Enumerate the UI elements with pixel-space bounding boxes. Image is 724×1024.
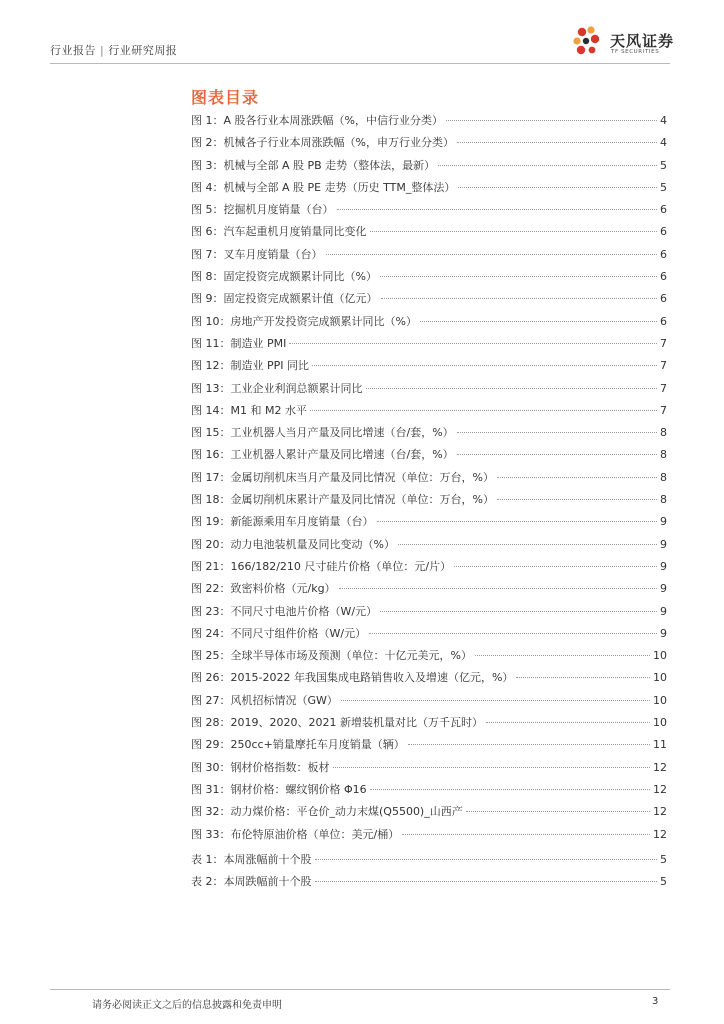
toc-entry[interactable]: [191, 357, 667, 379]
toc-entry[interactable]: [191, 469, 667, 491]
toc-entry[interactable]: [191, 223, 667, 245]
toc-entry[interactable]: [191, 179, 667, 201]
toc-entry-label[interactable]: 图 21：166/182/210 尺寸硅片价格（单位：元/片）: [191, 559, 452, 573]
toc-entry-page[interactable]: 9: [660, 626, 667, 640]
dot-leader: [466, 811, 650, 812]
dot-leader: [337, 209, 658, 210]
section-title: 图表目录: [191, 88, 260, 107]
toc-entry-page[interactable]: 9: [660, 537, 667, 551]
toc-entry-page[interactable]: 7: [660, 381, 667, 395]
toc-entry-page[interactable]: 9: [660, 604, 667, 618]
toc-entry-label[interactable]: 图 17：金属切削机床当月产量及同比情况（单位：万台，%）: [191, 470, 494, 484]
toc-entry-label[interactable]: 图 24：不同尺寸组件价格（W/元）: [191, 626, 367, 640]
toc-entry-page[interactable]: 6: [660, 292, 667, 306]
toc-entry-page[interactable]: 12: [653, 782, 667, 796]
toc-entry[interactable]: [191, 851, 667, 873]
toc-entry-label[interactable]: 图 6：汽车起重机月度销量同比变化: [191, 225, 367, 239]
dot-leader: [398, 544, 657, 545]
dot-leader: [370, 789, 650, 790]
dot-leader: [366, 388, 658, 389]
toc-entry-page[interactable]: 6: [660, 203, 667, 217]
dot-leader: [310, 410, 657, 411]
toc-entry-label[interactable]: 图 7：叉车月度销量（台）: [191, 247, 323, 261]
toc-entry-label[interactable]: 图 28：2019、2020、2021 新增装机量对比（万千瓦时）: [191, 716, 483, 730]
toc-entry[interactable]: [191, 335, 667, 357]
toc-entry-label[interactable]: 图 9：固定投资完成额累计值（亿元）: [191, 292, 378, 306]
figure-toc: [191, 112, 667, 848]
dot-leader: [380, 611, 657, 612]
toc-entry-page[interactable]: 8: [660, 470, 667, 484]
toc-entry[interactable]: [191, 803, 667, 825]
toc-entry-label[interactable]: 图 31：钢材价格：螺纹钢价格 Φ16: [191, 782, 367, 796]
toc-entry-label[interactable]: 图 19：新能源乘用车月度销量（台）: [191, 515, 374, 529]
dot-leader: [458, 187, 657, 188]
dot-leader: [333, 767, 651, 768]
toc-entry-label[interactable]: 图 22：致密料价格（元/kg）: [191, 582, 336, 596]
toc-entry[interactable]: [191, 290, 667, 312]
toc-entry-label[interactable]: 图 13：工业企业利润总额累计同比: [191, 381, 363, 395]
dot-leader: [457, 432, 657, 433]
toc-entry-label[interactable]: 图 29：250cc+销量摩托车月度销量（辆）: [191, 738, 405, 752]
toc-entry[interactable]: [191, 826, 667, 848]
toc-entry[interactable]: [191, 714, 667, 736]
toc-entry-label[interactable]: 图 26：2015-2022 年我国集成电路销售收入及增速（亿元，%）: [191, 671, 514, 685]
toc-entry-page[interactable]: 6: [660, 247, 667, 261]
toc-entry[interactable]: [191, 268, 667, 290]
toc-entry[interactable]: [191, 647, 667, 669]
toc-entry-label[interactable]: 图 5：挖掘机月度销量（台）: [191, 203, 334, 217]
dot-leader: [486, 722, 650, 723]
flower-logo-icon: [568, 22, 606, 60]
toc-entry-page[interactable]: 6: [660, 225, 667, 239]
header-separator: |: [100, 44, 105, 57]
toc-entry-label[interactable]: 图 10：房地产开发投资完成额累计同比（%）: [191, 314, 417, 328]
toc-entry-page[interactable]: 7: [660, 359, 667, 373]
toc-entry-label[interactable]: 图 12：制造业 PPI 同比: [191, 359, 309, 373]
report-subtype: 行业研究周报: [108, 44, 178, 57]
dot-leader: [516, 677, 650, 678]
toc-entry-label[interactable]: 图 18：金属切削机床累计产量及同比情况（单位：万台，%）: [191, 493, 494, 507]
dot-leader: [446, 120, 657, 121]
toc-entry-page[interactable]: 12: [653, 760, 667, 774]
brand-logo: [568, 22, 678, 60]
toc-entry-page[interactable]: 10: [653, 671, 667, 685]
toc-entry[interactable]: [191, 692, 667, 714]
report-category: [50, 42, 177, 58]
toc-entry[interactable]: [191, 380, 667, 402]
toc-entry[interactable]: [191, 402, 667, 424]
toc-entry[interactable]: [191, 736, 667, 758]
toc-entry-label[interactable]: 图 14：M1 和 M2 水平: [191, 403, 307, 417]
toc-entry[interactable]: [191, 246, 667, 268]
toc-entry-label[interactable]: 图 30：钢材价格指数：板材: [191, 760, 330, 774]
report-type: 行业报告: [50, 44, 96, 57]
toc-entry-page[interactable]: 4: [660, 136, 667, 150]
toc-entry[interactable]: [191, 781, 667, 803]
toc-entry-page[interactable]: 6: [660, 270, 667, 284]
toc-entry[interactable]: [191, 873, 667, 895]
toc-entry[interactable]: [191, 536, 667, 558]
dot-leader: [341, 700, 650, 701]
toc-entry[interactable]: [191, 134, 667, 156]
toc-entry-page[interactable]: 9: [660, 582, 667, 596]
toc-entry-label[interactable]: 表 1：本周涨幅前十个股: [191, 853, 312, 866]
toc-entry-page[interactable]: 9: [660, 559, 667, 573]
dot-leader: [315, 881, 658, 882]
dot-leader: [377, 521, 658, 522]
toc-entry-page[interactable]: 6: [660, 314, 667, 328]
dot-leader: [454, 566, 657, 567]
toc-entry-label[interactable]: 图 20：动力电池装机量及同比变动（%）: [191, 537, 395, 551]
toc-entry-page[interactable]: 12: [653, 827, 667, 841]
dot-leader: [381, 298, 658, 299]
dot-leader: [339, 588, 657, 589]
dot-leader: [369, 633, 657, 634]
toc-entry-page[interactable]: 11: [653, 738, 667, 752]
toc-entry-page[interactable]: 10: [653, 693, 667, 707]
toc-entry-label[interactable]: 图 32：动力煤价格：平仓价_动力末煤(Q5500)_山西产: [191, 805, 463, 819]
toc-entry-page[interactable]: 10: [653, 716, 667, 730]
toc-entry[interactable]: [191, 759, 667, 781]
footer-disclaimer: 请务必阅读正文之后的信息披露和免责申明: [92, 1000, 282, 1011]
toc-entry-page[interactable]: 9: [660, 515, 667, 529]
toc-entry-label[interactable]: 图 11：制造业 PMI: [191, 336, 287, 350]
toc-entry[interactable]: [191, 580, 667, 602]
dot-leader: [312, 365, 657, 366]
toc-entry-page[interactable]: 5: [660, 875, 667, 889]
toc-entry-label[interactable]: 图 4：机械与全部 A 股 PE 走势（历史 TTM_整体法）: [191, 180, 456, 194]
toc-entry[interactable]: [191, 157, 667, 179]
toc-entry[interactable]: [191, 625, 667, 647]
toc-entry-page[interactable]: 5: [660, 180, 667, 194]
toc-entry-page[interactable]: 7: [660, 336, 667, 350]
dot-leader: [457, 142, 657, 143]
dot-leader: [475, 655, 650, 656]
dot-leader: [315, 859, 658, 860]
toc-entry-label[interactable]: 图 1：A 股各行业本周涨跌幅（%，中信行业分类）: [191, 114, 443, 127]
toc-entry[interactable]: [191, 112, 667, 134]
footer-divider: [50, 989, 670, 990]
toc-entry-label[interactable]: 图 3：机械与全部 A 股 PB 走势（整体法，最新）: [191, 158, 436, 172]
toc-entry[interactable]: [191, 491, 667, 513]
toc-entry[interactable]: [191, 513, 667, 535]
toc-entry-label[interactable]: 图 25：全球半导体市场及预测（单位：十亿元美元，%）: [191, 649, 472, 663]
toc-entry[interactable]: [191, 669, 667, 691]
toc-entry-label[interactable]: 图 27：风机招标情况（GW）: [191, 693, 338, 707]
toc-entry-label[interactable]: 图 15：工业机器人当月产量及同比增速（台/套，%）: [191, 426, 454, 440]
toc-entry[interactable]: [191, 558, 667, 580]
dot-leader: [380, 276, 657, 277]
dot-leader: [497, 499, 657, 500]
dot-leader: [326, 254, 658, 255]
toc-entry-label[interactable]: 图 8：固定投资完成额累计同比（%）: [191, 270, 377, 284]
dot-leader: [408, 744, 650, 745]
dot-leader: [457, 454, 657, 455]
dot-leader: [438, 165, 657, 166]
dot-leader: [497, 477, 657, 478]
brand-subtitle: TF SECURITIES: [611, 49, 660, 55]
toc-entry[interactable]: [191, 424, 667, 446]
toc-entry[interactable]: [191, 603, 667, 625]
toc-entry-page[interactable]: 5: [660, 158, 667, 172]
page-number: 3: [652, 996, 659, 1007]
dot-leader: [420, 321, 657, 322]
toc-entry-label[interactable]: 图 16：工业机器人累计产量及同比增速（台/套，%）: [191, 448, 454, 462]
dot-leader: [402, 834, 650, 835]
toc-entry-label[interactable]: 表 2：本周跌幅前十个股: [191, 875, 312, 889]
toc-entry-label[interactable]: 图 33：布伦特原油价格（单位：美元/桶）: [191, 827, 400, 841]
toc-entry-label[interactable]: 图 2：机械各子行业本周涨跌幅（%，申万行业分类）: [191, 136, 454, 150]
header-divider: [50, 63, 670, 64]
toc-entry-label[interactable]: 图 23：不同尺寸电池片价格（W/元）: [191, 604, 378, 618]
toc-entry-page[interactable]: 8: [660, 448, 667, 462]
toc-entry-page[interactable]: 7: [660, 403, 667, 417]
dot-leader: [289, 343, 657, 344]
toc-entry[interactable]: [191, 313, 667, 335]
table-toc: [191, 851, 667, 896]
brand-name: 天风证券: [610, 32, 675, 50]
toc-entry[interactable]: [191, 446, 667, 468]
toc-entry-page[interactable]: 8: [660, 426, 667, 440]
toc-entry[interactable]: [191, 201, 667, 223]
toc-entry-page[interactable]: 5: [660, 853, 667, 866]
dot-leader: [370, 231, 658, 232]
toc-entry-page[interactable]: 8: [660, 493, 667, 507]
toc-entry-page[interactable]: 12: [653, 805, 667, 819]
toc-entry-page[interactable]: 10: [653, 649, 667, 663]
toc-entry-page[interactable]: 4: [660, 114, 667, 127]
